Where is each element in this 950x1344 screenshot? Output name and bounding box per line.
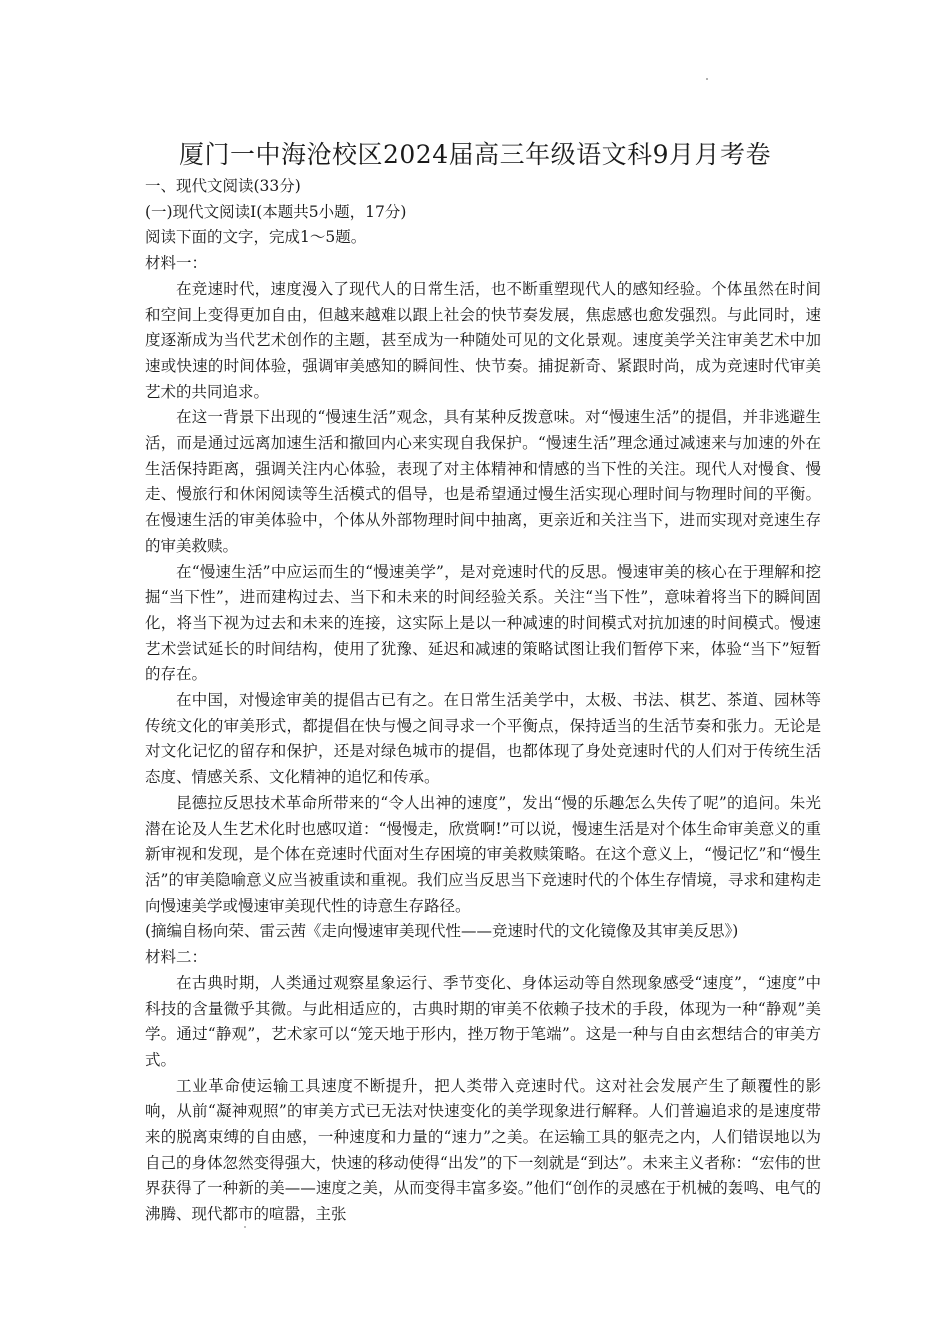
material1-paragraph: 在竞速时代，速度漫入了现代人的日常生活，也不断重塑现代人的感知经验。个体虽然在时间和空间上变得更加自由，但越来越难以跟上社会的快节奏发展，焦虑感也愈发强烈。与此同时，速度逐渐成为当代艺术创作的主题，甚至成为一种随处可见的文化景观。速度美学关注审美艺术中加速或快速的时间体验，强调审美感知的瞬间性、快节奏。捕捉新奇、紧跟时尚，成为竞速时代审美艺术的共同追求。 xyxy=(145,279,821,401)
exam-title: 厦门一中海沧校区2024届高三年级语文科9月月考卷 xyxy=(178,140,772,169)
document-body xyxy=(145,174,821,1228)
material2-paragraph: 工业革命使运输工具速度不断提升，把人类带入竞速时代。这对社会发展产生了颠覆性的影响，从前“凝神观照”的审美方式已无法对快速变化的美学现象进行解释。人们普遍追求的是速度带来的脱离束缚的自由感，一种速度和力量的“速力”之美。在运输工具的躯壳之内，人们错误地以为自己的身体忽然变得强大，快速的移动使得“出发”的下一刻就是“到达”。未来主义者称：“宏伟的世界获得了一种新的美——速度之美，从而变得丰富多姿。”他们“创作的灵感在于机械的轰鸣、电气的沸腾、现代都市的喧嚣，主张 xyxy=(145,1076,821,1224)
material1-paragraph: 在这一背景下出现的“慢速生活”观念，具有某种反拨意味。对“慢速生活”的提倡，并非逃避生活，而是通过远离加速生活和撤回内心来实现自我保护。“慢速生活”理念通过减速来与加速的外在生活保持距离，强调关注内心体验，表现了对主体精神和情感的当下性的关注。现代人对慢食、慢走、慢旅行和休闲阅读等生活模式的倡导，也是希望通过慢生活实现心理时间与物理时间的平衡。在慢速生活的审美体验中，个体从外部物理时间中抽离，更亲近和关注当下，进而实现对竞速生存的审美救赎。 xyxy=(145,408,821,555)
material1-paragraph: 在“慢速生活”中应运而生的“慢速美学”，是对竞速时代的反思。慢速审美的核心在于理解和挖掘“当下性”，进而建构过去、当下和未来的时间经验关系。关注“当下性”，意味着将当下的瞬间固化，将当下视为过去和未来的连接，这实际上是以一种减速的时间模式对抗加速的时间模式。慢速艺术尝试延长的时间结构，使用了犹豫、延迟和减速的策略试图让我们暂停下来，体验“当下”短暂的存在。 xyxy=(145,562,821,684)
instruction-text: 阅读下面的文字，完成1～5题。 xyxy=(145,228,367,247)
page-mark xyxy=(706,78,708,80)
material1-label: 材料一： xyxy=(145,254,208,273)
material1-source: (摘编自杨向荣、雷云茜《走向慢速审美现代性——竞速时代的文化镜像及其审美反思》) xyxy=(145,922,739,941)
section-heading: 一、现代文阅读(33分) xyxy=(145,177,301,195)
subsection-heading: (一)现代文阅读I(本题共5小题，17分) xyxy=(145,202,407,221)
material1-paragraph: 在中国，对慢途审美的提倡古已有之。在日常生活美学中，太极、书法、棋艺、茶道、园林等传统文化的审美形式，都提倡在快与慢之间寻求一个平衡点，保持适当的生活节奏和张力。无论是对文化记忆的留存和保护，还是对绿色城市的提倡，也都体现了身处竞速时代的人们对于传统生活态度、情感关系、文化精神的追忆和传承。 xyxy=(145,691,821,787)
material2-paragraph: 在古典时期，人类通过观察星象运行、季节变化、身体运动等自然现象感受“速度”，“速度”中科技的含量微乎其微。与此相适应的，古典时期的审美不依赖子技术的手段，体现为一种“静观”美学。通过“静观”，艺术家可以“笼天地于形内，挫万物于笔端”。这是一种与自由玄想结合的审美方式。 xyxy=(145,973,821,1069)
material1-paragraph: 昆德拉反思技术革命所带来的“令人出神的速度”，发出“慢的乐趣怎么失传了呢”的追问。朱光潜在论及人生艺术化时也感叹道：“慢慢走，欣赏啊!”可以说，慢速生活是对个体生命审美意义的重新审视和发现，是个体在竞速时代面对生存困境的审美救赎策略。在这个意义上，“慢记忆”和“慢生活”的审美隐喻意义应当被重读和重视。我们应当反思当下竞速时代的个体生存情境，寻求和建构走向慢速美学或慢速审美现代性的诗意生存路径。 xyxy=(145,793,821,915)
material2-label: 材料二： xyxy=(145,948,208,967)
page-mark xyxy=(244,1226,246,1228)
